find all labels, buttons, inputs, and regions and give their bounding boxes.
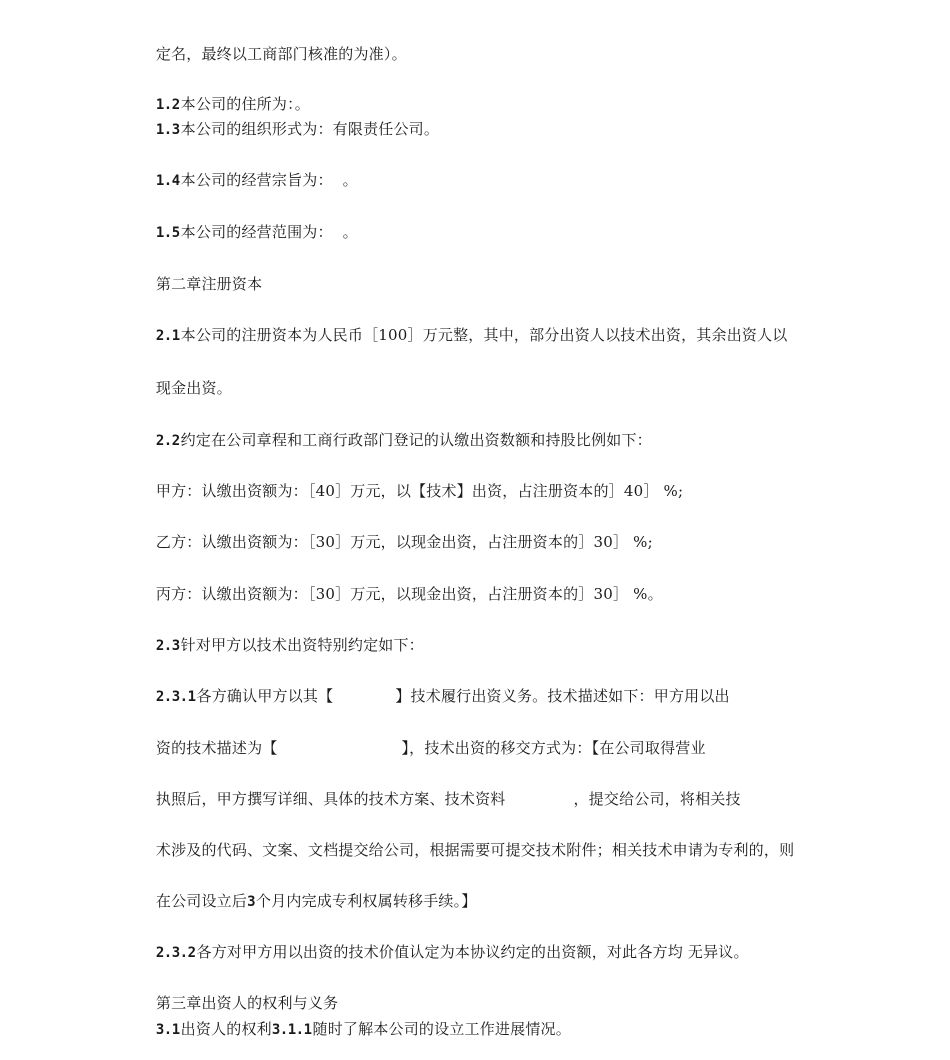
line-text: 执照后，甲方撰写详细、具体的技术方案、技术资料 (155, 790, 506, 808)
clause-number: 2.3.1 (155, 689, 196, 705)
clause-text: 本公司的住所为：。 (180, 95, 310, 113)
line-text: 定名，最终以工商部门核准的为准）。 (155, 45, 407, 63)
line-text: 资的技术描述为【 (155, 739, 278, 757)
line-text: 乙方：认缴出资额为：［30］万元，以现金出资，占注册资本的］30］ %; (155, 533, 653, 551)
line-text: 在公司设立后 (155, 892, 248, 910)
clause-number: 3.1.1 (271, 1022, 312, 1038)
clause-text: 本公司的组织形式为：有限责任公司。 (180, 120, 440, 138)
line-text: 个月内完成专利权属转移手续。】 (256, 892, 477, 910)
clause-text: 针对甲方以技术出资特别约定如下： (180, 636, 424, 654)
clause-2-1 (136, 305, 788, 366)
month-count: 3 (247, 894, 256, 910)
clause-text: 约定在公司章程和工商行政部门登记的认缴出资数额和持股比例如下： (180, 431, 652, 449)
chapter-title: 第二章注册资本 (155, 275, 263, 293)
party-b-line (136, 512, 653, 572)
clause-text: 】技术履行出资义务。技术描述如下：甲方用以出 (395, 687, 730, 705)
clause-number: 3.1 (155, 1022, 180, 1038)
clause-number: 2.1 (155, 328, 180, 344)
clause-text: 各方对甲方用以出资的技术价值认定为本协议约定的出资额，对此各方均 无异议。 (196, 943, 749, 961)
line-text: 】，技术出资的移交方式为：【在公司取得营业 (401, 739, 706, 757)
chapter-title: 第三章出资人的权利与义务 (155, 994, 339, 1012)
line-text: 甲方：认缴出资额为：［40］万元，以【技术】出资，占注册资本的］40］ %; (155, 482, 684, 500)
clause-text: 本公司的经营范围为： 。 (180, 223, 358, 241)
line-text: 现金出资。 (155, 379, 232, 397)
clause-number: 1.4 (155, 173, 180, 189)
line-text: 丙方：认缴出资额为：［30］万元，以现金出资，占注册资本的］30］ %。 (155, 585, 663, 603)
clause-text: 各方确认甲方以其【 (196, 687, 334, 705)
clause-number: 1.5 (155, 225, 180, 241)
clause-number: 2.3 (155, 638, 180, 654)
clause-3-1 (136, 999, 571, 1060)
clause-text: 本公司的经营宗旨为： 。 (180, 171, 358, 189)
line-text: 术涉及的代码、文案、文档提交给公司，根据需要可提交技术附件；相关技术申请为专利的，则 (155, 841, 795, 859)
clause-number: 2.2 (155, 433, 180, 449)
clause-number: 1.2 (155, 97, 180, 113)
line-text: ，提交给公司，将相关技 (573, 790, 741, 808)
text-line (136, 358, 232, 418)
clause-number: 2.3.2 (155, 945, 196, 961)
clause-text: 出资人的权利 (180, 1020, 272, 1038)
clause-text: 本公司的注册资本为人民币［100］万元整，其中，部分出资人以技术出资，其余出资人以 (180, 326, 788, 344)
clause-number: 1.3 (155, 122, 180, 138)
clause-text: 随时了解本公司的设立工作进展情况。 (312, 1020, 571, 1038)
